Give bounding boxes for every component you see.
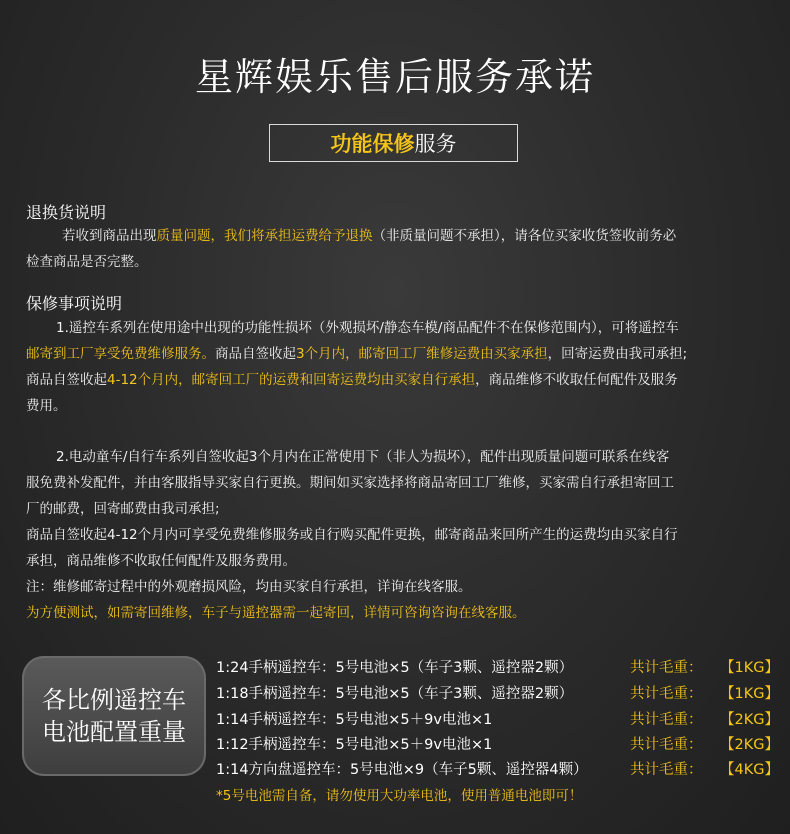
warranty-item-1-line-4: 费用。 — [26, 398, 67, 414]
battery-spec-total-label: 共计毛重： — [630, 762, 703, 778]
warranty-item-2-line-4: 商品自签收起4-12个月内可享受免费维修服务或自行购买配件更换，邮寄商品来回所产生的运费均由买家自行 — [26, 527, 678, 543]
battery-spec-desc: 1:14手柄遥控车：5号电池×5＋9v电池×1 — [216, 712, 493, 728]
battery-spec-weight: 【2KG】 — [720, 737, 779, 753]
warranty-item-1-line-3 — [26, 367, 766, 393]
page-title: 星辉娱乐售后服务承诺 — [194, 55, 595, 99]
battery-spec-weight: 【4KG】 — [720, 762, 779, 778]
battery-spec-total-label: 共计毛重： — [630, 686, 703, 702]
i1-l3-b: 4-12个月内，邮寄回工厂的运费和回寄运费均由买家自行承担 — [107, 372, 476, 388]
warranty-note: 注：维修邮寄过程中的外观磨损风险，均由买家自行承担，详询在线客服。 — [26, 579, 472, 595]
warranty-item-2-line-1: 2.电动童车/自行车系列自签收起3个月内在正常使用下（非人为损坏），配件出现质量问题可联系在线客 — [56, 449, 670, 465]
return-text-d: 检查商品是否完整。 — [26, 254, 148, 270]
battery-config-label — [22, 656, 206, 776]
return-paragraph — [26, 223, 766, 275]
warranty-item-2-line-3: 厂的邮费，回寄邮费由我司承担; — [26, 501, 220, 517]
battery-spec-total-label: 共计毛重： — [630, 712, 703, 728]
battery-spec-weight: 【1KG】 — [720, 686, 779, 702]
i1-l3-a: 商品自签收起 — [26, 372, 107, 388]
battery-footnote: *5号电池需自备，请勿使用大功率电池，使用普通电池即可！ — [216, 788, 583, 804]
battery-spec-total-label: 共计毛重： — [630, 737, 703, 753]
return-text-b: 质量问题，我们将承担运费给予退换 — [156, 228, 373, 244]
battery-spec-row — [216, 682, 779, 707]
battery-config-line-2: 电池配置重量 — [42, 718, 186, 746]
battery-spec-row — [216, 656, 779, 681]
battery-spec-desc: 1:24手柄遥控车：5号电池×5（车子3颗、遥控器2颗） — [216, 660, 574, 676]
battery-spec-row — [216, 733, 779, 758]
battery-spec-desc: 1:14方向盘遥控车：5号电池×9（车子5颗、遥控器4颗） — [216, 762, 588, 778]
i1-l2-c: 3个月内，邮寄回工厂维修运费由买家承担 — [296, 346, 548, 362]
battery-spec-row — [216, 758, 779, 783]
badge-rest: 服务 — [414, 132, 457, 156]
i1-l2-d: ，回寄运费由我司承担; — [547, 346, 688, 362]
warranty-note-testing: 为方便测试，如需寄回维修，车子与遥控器需一起寄回，详情可咨询咨询在线客服。 — [26, 605, 526, 621]
battery-spec-desc: 1:18手柄遥控车：5号电池×5（车子3颗、遥控器2颗） — [216, 686, 574, 702]
battery-spec-desc: 1:12手柄遥控车：5号电池×5＋9v电池×1 — [216, 737, 493, 753]
i1-l3-c: ，商品维修不收取任何配件及服务 — [475, 372, 678, 388]
badge-highlight: 功能保修 — [330, 132, 415, 156]
return-heading: 退换货说明 — [26, 203, 107, 222]
warranty-item-1-line-2 — [26, 341, 766, 367]
return-text-a: 若收到商品出现 — [62, 228, 157, 244]
warranty-item-2-line-5: 承担，商品维修不收取任何配件及服务费用。 — [26, 553, 296, 569]
warranty-item-2-line-2: 服免费补发配件，并由客服指导买家自行更换。期间如买家选择将商品寄回工厂维修，买家需自行承担寄回工 — [26, 475, 674, 491]
return-text-c: （非质量问题不承担），请各位买家收货签收前务必 — [372, 228, 677, 244]
i1-l2-a: 邮寄到工厂享受免费维修服务。 — [26, 346, 215, 362]
battery-spec-weight: 【1KG】 — [720, 660, 779, 676]
warranty-item-1-line-1: 1.遥控车系列在使用途中出现的功能性损坏（外观损坏/静态车模/商品配件不在保修范围内），可将遥控车 — [56, 320, 679, 336]
warranty-item-1 — [26, 315, 766, 419]
battery-spec-weight: 【2KG】 — [720, 712, 779, 728]
battery-spec-row — [216, 708, 779, 733]
i1-l2-b: 商品自签收起 — [215, 346, 296, 362]
service-badge — [269, 124, 518, 162]
battery-config-line-1: 各比例遥控车 — [42, 686, 186, 714]
warranty-item-2 — [26, 444, 766, 626]
warranty-heading: 保修事项说明 — [26, 294, 123, 313]
battery-spec-total-label: 共计毛重： — [630, 660, 703, 676]
